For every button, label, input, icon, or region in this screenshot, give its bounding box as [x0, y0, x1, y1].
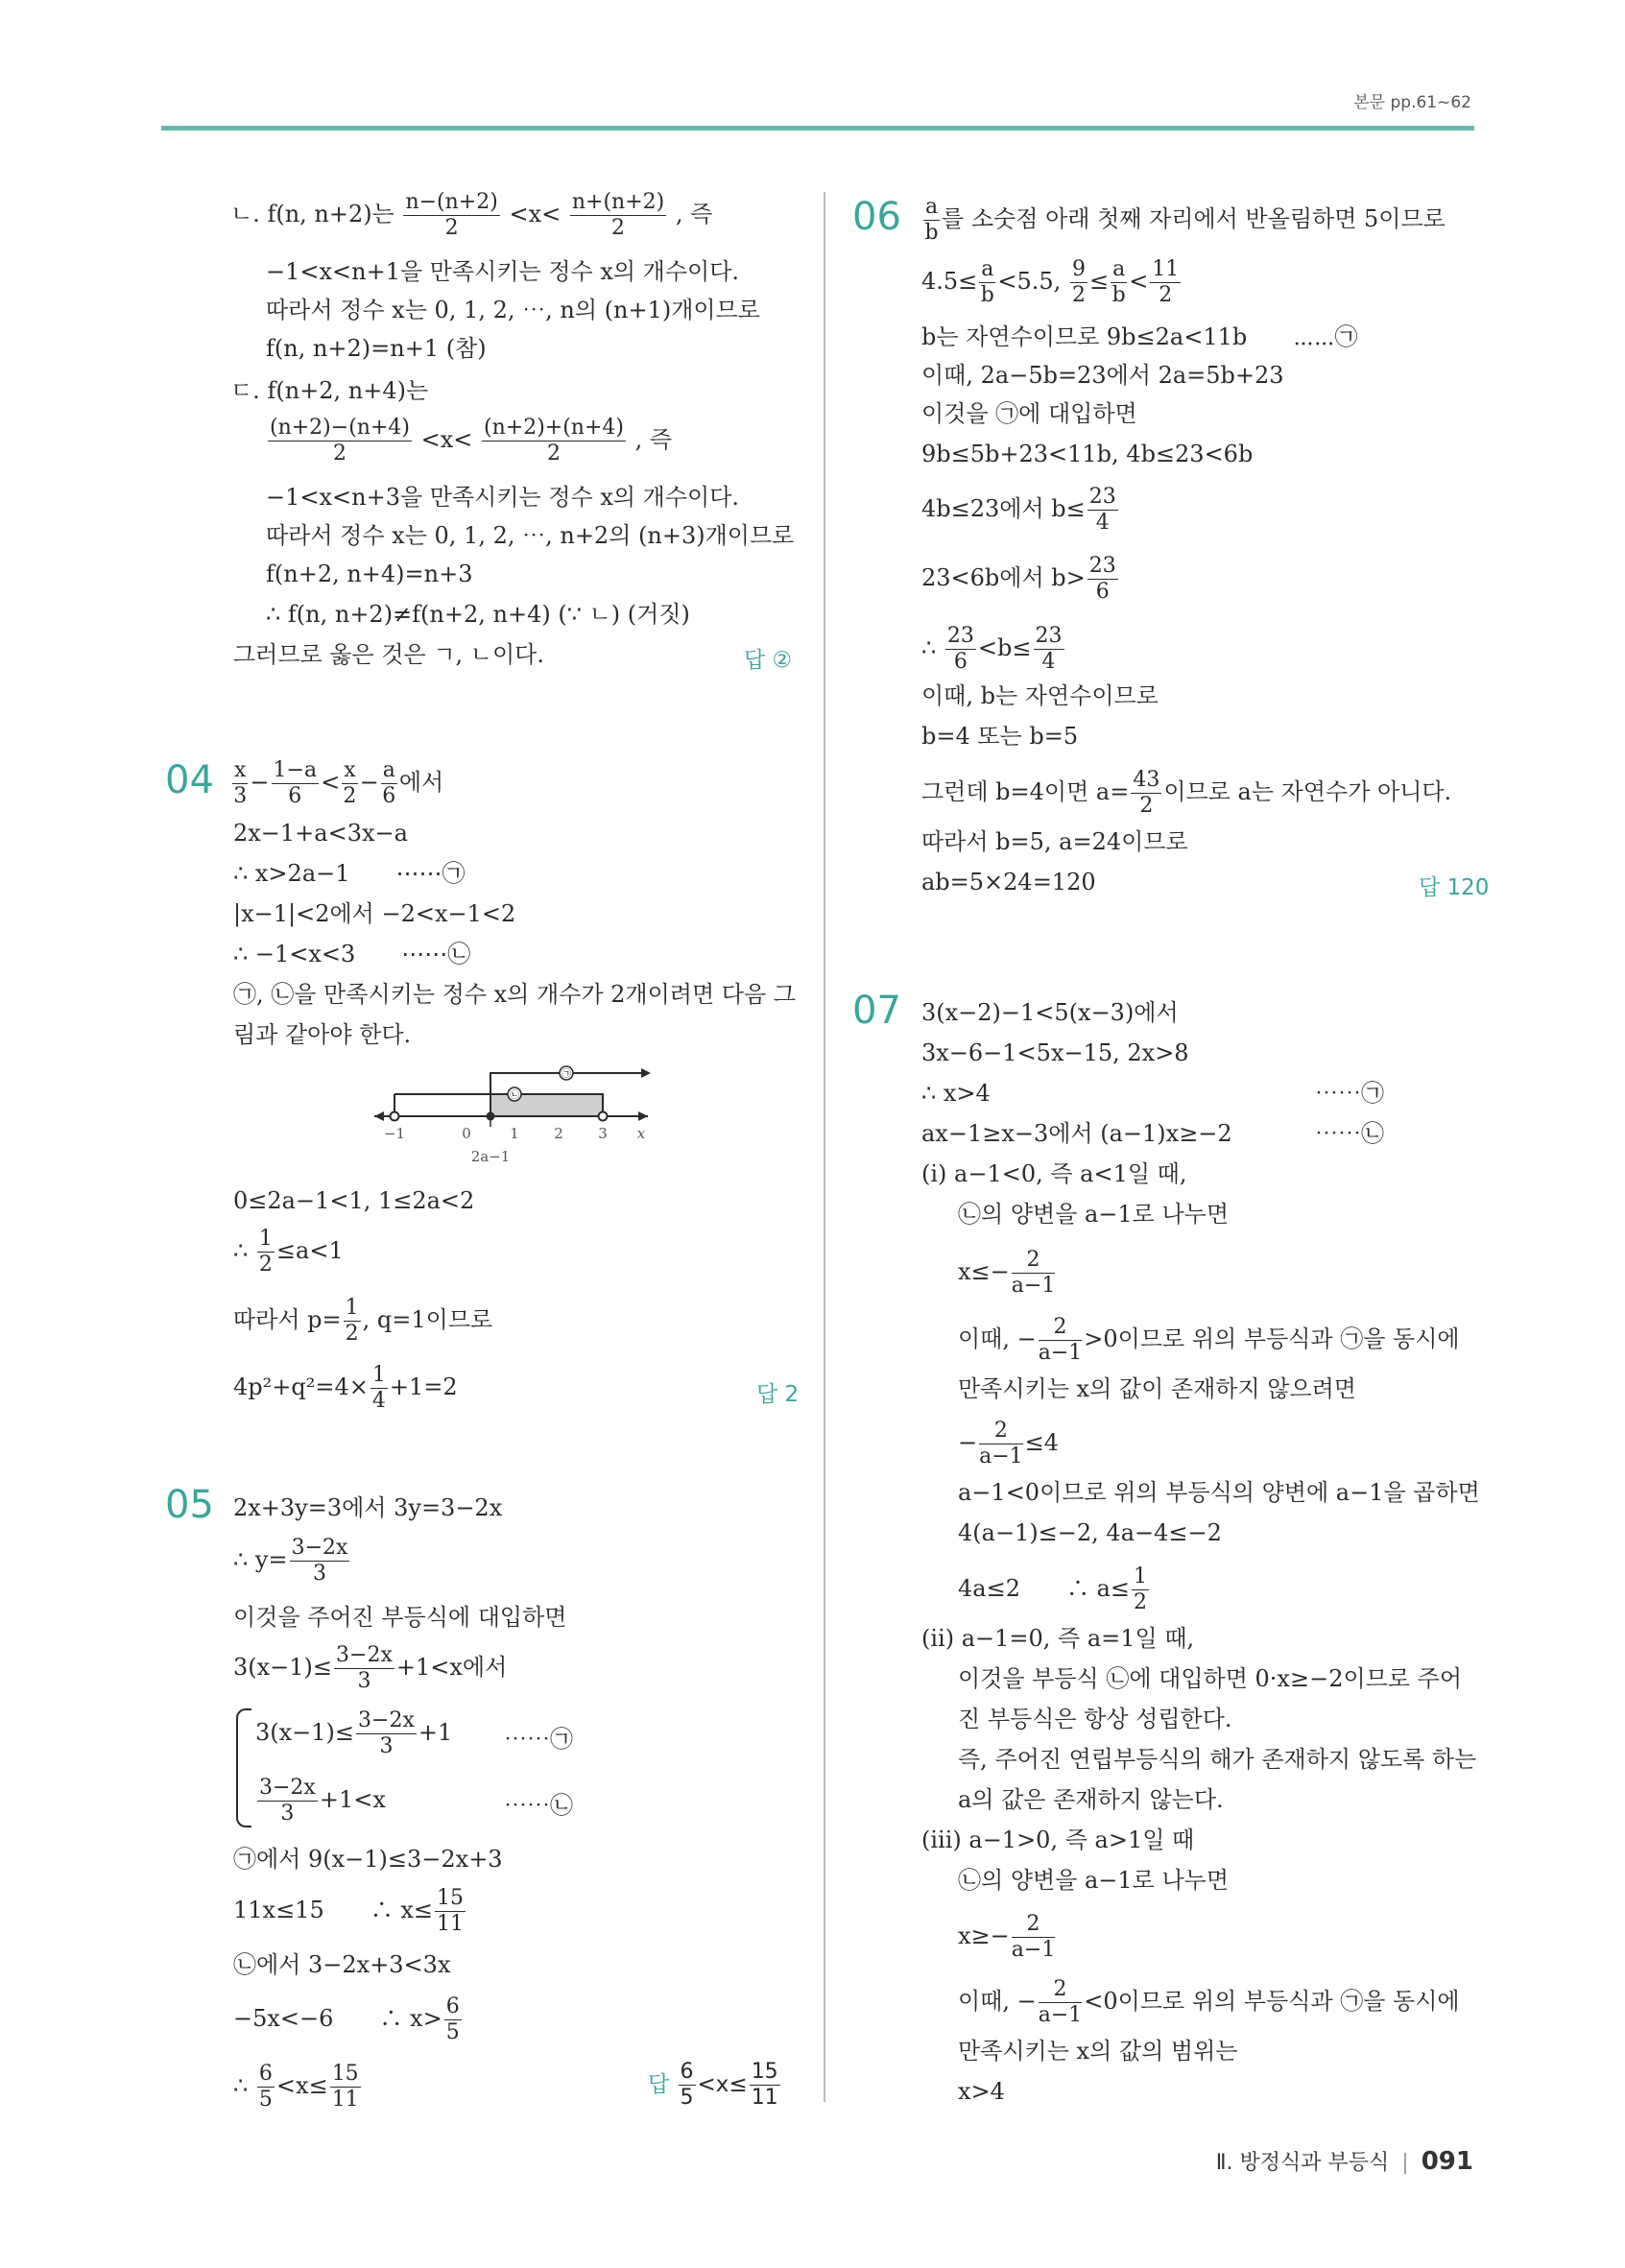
p06-line-5: 이것을 ㉠에 대입하면: [921, 400, 1137, 427]
p06-line-7: [921, 485, 1120, 536]
p07-c3-line-3: [958, 1977, 1460, 2028]
label-b: ㉡: [510, 1090, 519, 1101]
answer-label: 답: [756, 1382, 778, 1407]
fraction: [945, 624, 976, 675]
p07-line-4-tag: ⋯⋯㉡: [1315, 1120, 1384, 1147]
text: <: [1129, 268, 1149, 295]
numerator: 6: [680, 2060, 694, 2084]
open-point: [599, 1112, 608, 1121]
denominator: 5: [445, 2020, 460, 2044]
denominator: 3: [357, 1669, 371, 1693]
p06-line-6: 9b≤5b+23<11b, 4b≤23<6b: [921, 441, 1254, 467]
text: −: [359, 769, 379, 796]
numerator: x: [344, 758, 356, 782]
numerator: n+(n+2): [571, 190, 665, 214]
numerator: 1−a: [273, 758, 318, 782]
p06-line-4: 이때, 2a−5b=23에서 2a=5b+23: [921, 362, 1284, 389]
numerator: n−(n+2): [405, 190, 498, 214]
denominator: 3: [379, 1734, 394, 1758]
cont-line-6: [266, 416, 672, 466]
numerator: 1: [345, 1296, 359, 1320]
p05-system-2-tag: ⋯⋯㉡: [504, 1792, 573, 1819]
fraction: [1150, 257, 1181, 308]
fraction: [923, 195, 940, 246]
page-number: 091: [1421, 2147, 1473, 2176]
text: x≥−: [958, 1922, 1010, 1949]
p05-line-2: [233, 1536, 351, 1587]
answer-value: 120: [1446, 875, 1490, 900]
text: >0이므로 위의 부등식과 ㉠을 동시에: [1084, 1325, 1460, 1352]
cont-line-1: [230, 190, 712, 241]
text: , 즉: [675, 201, 713, 227]
fraction: [268, 416, 412, 466]
fraction: [272, 758, 320, 809]
p07-c1-line-8: [958, 1564, 1151, 1615]
text: ∴: [233, 1237, 249, 1264]
fraction: [403, 190, 499, 241]
fraction: [444, 1994, 462, 2045]
fraction: [290, 1536, 350, 1587]
answer-05: [648, 2060, 782, 2111]
problem-number-04: 04: [165, 758, 214, 802]
fraction: [1087, 554, 1118, 605]
p05-line-7: ㉡에서 3−2x+3<3x: [233, 1951, 451, 1978]
tick-label: −1: [383, 1125, 406, 1142]
text: 4a≤2 ∴ a≤: [958, 1575, 1131, 1602]
label-a: ㉠: [562, 1069, 571, 1080]
fraction: [750, 2060, 780, 2111]
text: 에서: [398, 769, 444, 796]
denominator: a−1: [1011, 1274, 1056, 1298]
text: 이때, −: [958, 1325, 1037, 1352]
numerator: 3−2x: [358, 1708, 415, 1732]
numerator: 23: [1088, 554, 1116, 578]
p05-line-3: 이것을 주어진 부등식에 대입하면: [233, 1604, 567, 1631]
fraction: [1132, 1564, 1149, 1615]
fraction: [482, 416, 626, 466]
numerator: 1: [1134, 1564, 1148, 1588]
p05-system-1-tag: ⋯⋯㉠: [504, 1726, 573, 1753]
numerator: 15: [437, 1886, 464, 1910]
denominator: 2: [611, 216, 626, 240]
answer-06: [1419, 870, 1489, 901]
p07-c2-line-3: 즉, 주어진 연립부등식의 해가 존재하지 않도록 하는: [958, 1746, 1477, 1773]
cont-line-9: f(n+2, n+4)=n+3: [266, 561, 473, 587]
fraction: [1131, 768, 1161, 819]
problem-number-06: 06: [852, 195, 901, 239]
p07-case-1: (ⅰ) a−1<0, 즉 a<1일 때,: [921, 1160, 1187, 1187]
numerator: a: [382, 758, 395, 782]
fraction: [1070, 257, 1087, 308]
p06-line-14: ab=5×24=120: [921, 869, 1096, 895]
page-reference: 본문 pp.61~62: [1353, 93, 1471, 112]
text: ≤4: [1024, 1429, 1060, 1456]
text: 그런데 b=4이면 a=: [921, 778, 1130, 805]
text: ≤: [1088, 268, 1110, 295]
p04-line-6: ㉠, ㉡을 만족시키는 정수 x의 개수가 2개이려면 다음 그: [233, 981, 796, 1008]
cont-line-8: 따라서 정수 x는 0, 1, 2, ⋯, n+2의 (n+3)개이므로: [266, 522, 795, 549]
text: <x≤: [275, 2072, 328, 2099]
p07-c1-line-2: [958, 1248, 1057, 1299]
numerator: 11: [1152, 257, 1180, 281]
p07-c2-line-4: a의 값은 존재하지 않는다.: [958, 1786, 1224, 1813]
fraction: [679, 2060, 696, 2111]
fraction: [1087, 485, 1118, 536]
p07-c2-line-1: 이것을 부등식 ㉡에 대입하면 0·x≥−2이므로 주어: [958, 1665, 1463, 1692]
fraction: [257, 2062, 275, 2113]
numerator: x: [234, 758, 247, 782]
p05-system-1: [255, 1708, 452, 1759]
denominator: 3: [313, 1562, 326, 1586]
cont-line-3: 따라서 정수 x는 0, 1, 2, ⋯, n의 (n+1)개이므로: [266, 297, 760, 323]
denominator: 2: [332, 442, 347, 466]
p04-line-8: 0≤2a−1<1, 1≤2a<2: [233, 1187, 475, 1214]
text: <b≤: [977, 634, 1032, 661]
problem-number-05: 05: [165, 1483, 214, 1527]
p05-line-9: [233, 2062, 363, 2113]
text: <0이므로 위의 부등식과 ㉠을 동시에: [1084, 1988, 1460, 2015]
text: x≤−: [958, 1258, 1010, 1285]
text: 4p²+q²=4×: [233, 1373, 369, 1400]
denominator: 11: [331, 2088, 359, 2112]
answer-value: 2: [784, 1382, 800, 1407]
p07-c3-line-4: 만족시키는 x의 값의 범위는: [958, 2038, 1238, 2065]
p07-c3-line-1: ㉡의 양변을 a−1로 나누면: [958, 1867, 1230, 1894]
number-line-figure: [365, 1056, 672, 1176]
p06-line-9: [921, 624, 1066, 675]
p07-c1-line-4: 만족시키는 x의 값이 존재하지 않으려면: [958, 1375, 1356, 1402]
p07-c1-line-7: 4(a−1)≤−2, 4a−4≤−2: [958, 1519, 1222, 1546]
problem-number-07: 07: [852, 989, 901, 1033]
denominator: 2: [343, 784, 357, 808]
p06-line-10: 이때, b는 자연수이므로: [921, 682, 1159, 709]
fraction: [979, 257, 995, 308]
p05-line-5: ㉠에서 9(x−1)≤3−2x+3: [233, 1846, 503, 1873]
denominator: 3: [280, 1802, 295, 1826]
p04-line-10: [233, 1296, 492, 1347]
denominator: a−1: [1038, 1341, 1083, 1365]
answer-04: [756, 1376, 799, 1408]
fraction: [257, 1776, 318, 1826]
text: ∴: [921, 634, 937, 661]
text: <5.5,: [997, 268, 1062, 295]
denominator: 6: [382, 784, 396, 808]
denominator: 2: [258, 1253, 273, 1277]
p04-line-2: 2x−1+a<3x−a: [233, 820, 408, 847]
numerator: 3−2x: [336, 1643, 393, 1667]
p04-line-11: [233, 1363, 458, 1414]
denominator: a−1: [979, 1444, 1023, 1468]
text: +1: [418, 1719, 453, 1746]
text: 23<6b에서 b>: [921, 564, 1086, 591]
denominator: 4: [1095, 511, 1110, 535]
text: 따라서 p=: [233, 1306, 342, 1333]
text: +1<x에서: [395, 1654, 508, 1681]
fraction: [344, 1296, 361, 1347]
p07-line-4: ax−1≥x−3에서 (a−1)x≥−2: [921, 1120, 1232, 1147]
fraction: [330, 2062, 361, 2113]
text: <x≤: [697, 2072, 748, 2097]
numerator: 2: [979, 1419, 1023, 1444]
text: −: [250, 769, 270, 796]
fraction: [370, 1363, 388, 1414]
p07-line-3-tag: ⋯⋯㉠: [1315, 1080, 1384, 1107]
fraction: [1039, 1315, 1083, 1366]
fraction: [979, 1419, 1023, 1469]
denominator: 2: [1159, 283, 1173, 307]
numerator: 2: [1039, 1315, 1083, 1341]
text: ㄴ. f(n, n+2)는: [230, 201, 394, 227]
fraction: [381, 758, 397, 809]
denominator: 2: [1071, 283, 1086, 307]
text: 를 소숫점 아래 첫째 자리에서 반올림하면 5이므로: [942, 205, 1446, 232]
p07-line-2: 3x−6−1<5x−15, 2x>8: [921, 1039, 1189, 1066]
cont-line-2: −1<x<n+1을 만족시키는 정수 x의 개수이다.: [266, 258, 740, 285]
column-divider: [824, 192, 825, 2102]
denominator: 4: [1041, 650, 1056, 674]
open-point: [391, 1112, 399, 1121]
fraction: [342, 758, 357, 809]
numerator: 9: [1071, 257, 1086, 281]
text: ≤a<1: [275, 1237, 344, 1264]
denominator: 2: [1134, 1590, 1148, 1614]
denominator: 2: [1139, 794, 1154, 818]
numerator: 23: [1088, 485, 1116, 509]
arrow-left-icon: [374, 1111, 384, 1121]
numerator: (n+2)−(n+4): [270, 416, 410, 440]
p05-system-2: [255, 1776, 386, 1826]
tick-label: 2: [554, 1125, 563, 1142]
numerator: 1: [258, 1227, 273, 1251]
tick-label: 3: [598, 1125, 608, 1142]
p07-c1-line-5: [958, 1419, 1059, 1469]
numerator: a: [981, 257, 994, 281]
p07-c1-line-1: ㉡의 양변을 a−1로 나누면: [958, 1201, 1230, 1228]
p04-line-1: [230, 758, 443, 809]
text: −5x<−6 ∴ x>: [233, 2005, 442, 2032]
fraction: [1039, 1977, 1083, 2028]
denominator: a−1: [1038, 2003, 1083, 2027]
text: ∴ y=: [233, 1546, 288, 1573]
numerator: 15: [331, 2062, 359, 2086]
answer-value: ②: [772, 648, 793, 673]
numerator: a: [925, 195, 939, 219]
p07-c3-line-5: x>4: [958, 2078, 1005, 2105]
numerator: 2: [1012, 1248, 1056, 1274]
p06-line-3: b는 자연수이므로 9b≤2a<11b ⋯⋯㉠: [921, 323, 1358, 350]
numerator: 3−2x: [291, 1536, 348, 1560]
text: 3(x−1)≤: [233, 1654, 333, 1681]
p05-line-6: [233, 1886, 467, 1937]
answer-label: 답: [648, 2072, 670, 2097]
denominator: a−1: [1011, 1938, 1056, 1962]
denominator: 2: [345, 1322, 359, 1346]
numerator: 23: [1035, 624, 1063, 648]
system-brace: [236, 1708, 251, 1827]
numerator: 6: [445, 1994, 460, 2018]
fraction: [356, 1708, 417, 1759]
p05-line-4: [233, 1643, 507, 1694]
p07-line-1: 3(x−2)−1<5(x−3)에서: [921, 999, 1179, 1026]
text: −: [958, 1429, 978, 1456]
denominator: 11: [437, 1912, 464, 1936]
numerator: 3−2x: [259, 1776, 316, 1800]
tick-label: 1: [510, 1125, 519, 1142]
numerator: 15: [751, 2060, 778, 2084]
denominator: 5: [680, 2086, 694, 2110]
p04-line-5: ∴ −1<x<3 ⋯⋯㉡: [233, 941, 471, 967]
footer-separator: |: [1401, 2151, 1409, 2175]
denominator: 2: [547, 442, 561, 466]
text: <: [321, 769, 341, 796]
numerator: (n+2)+(n+4): [484, 416, 624, 440]
numerator: a: [1112, 257, 1126, 281]
p06-line-11: b=4 또는 b=5: [921, 723, 1079, 750]
text: 이때, −: [958, 1988, 1037, 2015]
denominator: b: [924, 221, 939, 245]
fraction: [334, 1643, 394, 1694]
answer-label: 답: [744, 648, 766, 673]
denominator: 5: [258, 2088, 273, 2112]
fraction: [232, 758, 248, 809]
p06-line-2: [921, 257, 1183, 308]
numerator: 2: [1012, 1912, 1056, 1938]
axis-label: x: [636, 1125, 646, 1142]
denominator: 11: [751, 2086, 778, 2110]
numerator: 1: [371, 1363, 386, 1387]
cont-line-10: ∴ f(n, n+2)≠f(n+2, n+4) (∵ ㄴ) (거짓): [266, 601, 690, 628]
p06-line-8: [921, 554, 1120, 605]
p05-line-1: 2x+3y=3에서 3y=3−2x: [233, 1494, 503, 1521]
cont-line-11: 그러므로 옳은 것은 ㄱ, ㄴ이다.: [233, 641, 544, 668]
numerator: 23: [946, 624, 974, 648]
denominator: 4: [371, 1389, 386, 1413]
text: 3(x−1)≤: [255, 1719, 355, 1746]
fraction: [1111, 257, 1127, 308]
below-label: 2a−1: [470, 1148, 511, 1165]
arrow-right-icon: [638, 1111, 648, 1121]
text: , 즉: [634, 426, 673, 453]
p04-line-4: |x−1|<2에서 −2<x−1<2: [233, 900, 516, 927]
cont-line-4: f(n, n+2)=n+1 (참): [266, 335, 487, 362]
text: <x<: [509, 201, 562, 227]
denominator: b: [980, 283, 994, 307]
fraction: [1034, 624, 1064, 675]
text: +1<x: [319, 1786, 386, 1813]
text: +1=2: [389, 1373, 458, 1400]
denominator: 3: [233, 784, 248, 808]
denominator: b: [1111, 283, 1126, 307]
text: 11x≤15 ∴ x≤: [233, 1897, 433, 1923]
numerator: 6: [258, 2062, 273, 2086]
denominator: 6: [953, 650, 968, 674]
arrow-right-icon: [641, 1068, 651, 1078]
text: ∴: [233, 2072, 249, 2099]
cont-line-5: ㄷ. f(n+2, n+4)는: [230, 377, 429, 404]
p07-c1-line-3: [958, 1315, 1460, 1366]
page-footer: [1216, 2146, 1473, 2176]
text: 4.5≤: [921, 268, 978, 295]
p04-line-7: 림과 같아야 한다.: [233, 1021, 412, 1048]
text: 4b≤23에서 b≤: [921, 495, 1086, 522]
numerator: 2: [1039, 1977, 1083, 2003]
text: 이므로 a는 자연수가 아니다.: [1163, 778, 1452, 805]
denominator: 2: [444, 216, 459, 240]
header-rule: [161, 126, 1474, 131]
overlap-region: [490, 1094, 603, 1116]
numerator: 43: [1133, 768, 1160, 792]
p07-c1-line-6: a−1<0이므로 위의 부등식의 양변에 a−1을 곱하면: [958, 1479, 1480, 1506]
chapter-title: Ⅱ. 방정식과 부등식: [1215, 2151, 1390, 2175]
fraction: [435, 1886, 466, 1937]
p04-line-9: [233, 1227, 344, 1277]
p07-case-3: (ⅲ) a−1>0, 즉 a>1일 때: [921, 1826, 1195, 1853]
fraction: [1012, 1912, 1056, 1963]
p06-line-13: 따라서 b=5, a=24이므로: [921, 828, 1188, 855]
fraction: [1012, 1248, 1056, 1299]
p05-line-8: [233, 1994, 464, 2045]
text: , q=1이므로: [362, 1306, 493, 1333]
tick-label: 0: [462, 1125, 471, 1142]
p07-line-3: ∴ x>4: [921, 1080, 991, 1107]
answer-label: 답: [1419, 875, 1441, 900]
denominator: 6: [288, 784, 302, 808]
p07-case-2: (ⅱ) a−1=0, 즉 a=1일 때,: [921, 1625, 1195, 1652]
p07-c3-line-2: [958, 1912, 1057, 1963]
answer-cont: [744, 642, 792, 674]
p04-line-3: ∴ x>2a−1 ⋯⋯㉠: [233, 860, 466, 887]
fraction: [257, 1227, 275, 1277]
p06-line-12: [921, 768, 1451, 819]
denominator: 6: [1095, 580, 1110, 604]
text: <x<: [420, 426, 473, 453]
cont-line-7: −1<x<n+3을 만족시키는 정수 x의 개수이다.: [266, 484, 740, 511]
p06-line-1: [921, 195, 1446, 246]
fraction: [570, 190, 666, 241]
p07-c2-line-2: 진 부등식은 항상 성립한다.: [958, 1706, 1232, 1732]
